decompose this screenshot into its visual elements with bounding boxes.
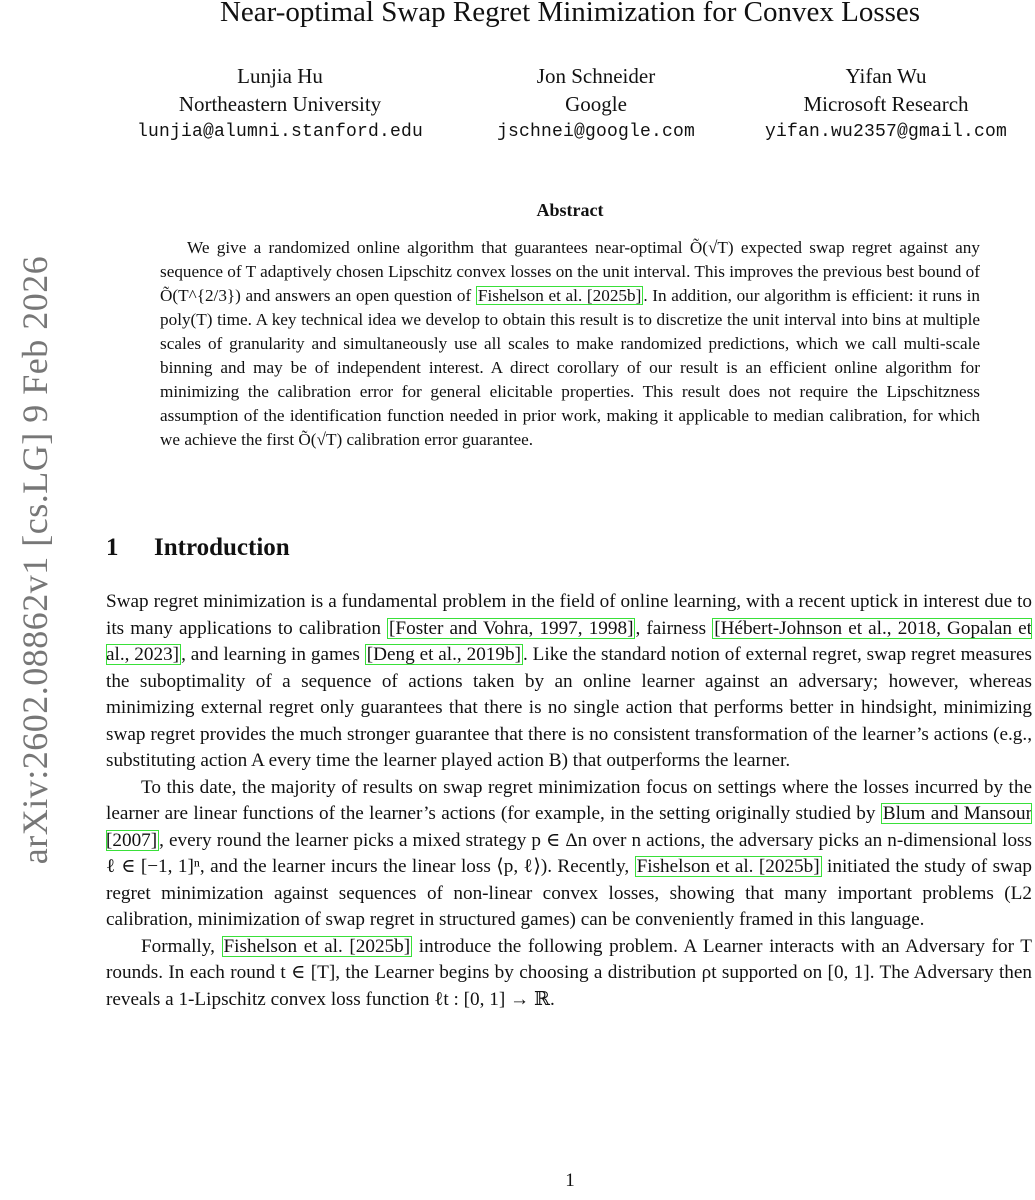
- citation-link[interactable]: [Foster and Vohra, 1997, 1998]: [389, 617, 634, 639]
- author-name: Jon Schneider: [536, 64, 656, 88]
- text-run: , fairness: [635, 617, 713, 639]
- text-run: To this date, the majority of results on swap regret minimization focus on settings where the losses incurred by the learner are linear functions of the learner’s actions (for example, in the setting originally studied by: [106, 776, 1032, 824]
- citation-link[interactable]: Fishelson et al. [2025b]: [636, 856, 820, 877]
- author-email[interactable]: lunjia@alumni.stanford.edu: [136, 122, 424, 142]
- text-run: , every round the learner picks a mixed strategy p ∈ Δn over n actions, the adversary picks an n-dimensional loss ℓ ∈ [−1, 1]ⁿ, and the learner incurs the linear loss ⟨p, ℓ⟩). Recently,: [106, 829, 1032, 877]
- author-email[interactable]: yifan.wu2357@gmail.com: [764, 122, 1008, 142]
- text-run: . Like the standard notion of external regret, swap regret measures the suboptimality of a sequence of actions taken by an online learner against an adversary; however, whereas minimizing external regret only guarantees that there is no single action that performs better in hindsight, minimizing swap regret provides the much stronger guarantee that there is no consistent transformation of the learner’s actions (e.g., substituting action A every time the learner played action B) that outperforms the learner.: [106, 644, 1032, 771]
- abstract-heading: Abstract: [536, 200, 604, 220]
- paragraph: [106, 934, 1032, 1014]
- citation-link[interactable]: Blum and Mansour [2007]: [106, 803, 1032, 851]
- author-name: Lunjia Hu: [237, 64, 323, 88]
- paper-title: Near-optimal Swap Regret Minimization for Convex Losses: [219, 0, 921, 28]
- paragraph: [106, 589, 1032, 775]
- section-heading: [106, 534, 290, 562]
- author-affiliation: Northeastern University: [178, 92, 382, 116]
- abstract-text: [160, 236, 980, 452]
- text-run: Swap regret minimization is a fundamental problem in the field of online learning, with a recent uptick in interest due to its many applications to calibration: [106, 591, 1032, 639]
- abstract-sentence: . In addition, our algorithm is efficient: it runs in poly(T) time. A key technical idea we develop to obtain this result is to discretize the unit interval into bins at multiple scales of granularity and simultaneously use all scales to make randomized predictions, which we call multi-scale binning and may be of independent interest. A direct corollary of our result is an efficient online algorithm for minimizing the calibration error for general elicitable properties. This result does not require the Lipschitzness assumption of the identification function needed in prior work, making it applicable to median calibration, for which we achieve the first Õ(√T) calibration error guarantee.: [160, 286, 981, 449]
- author-affiliation: Microsoft Research: [803, 92, 969, 116]
- section-title: Introduction: [154, 534, 290, 561]
- text-run: Formally,: [141, 935, 222, 957]
- introduction-body: [106, 589, 1032, 1013]
- paragraph: [106, 775, 1032, 934]
- author-block-2: [466, 62, 726, 146]
- page-number: 1: [565, 1170, 575, 1191]
- citation-link[interactable]: Fishelson et al. [2025b]: [477, 286, 642, 305]
- author-email[interactable]: jschnei@google.com: [496, 122, 696, 142]
- author-block-3: [746, 62, 1026, 146]
- citation-link[interactable]: [Deng et al., 2019b]: [366, 644, 521, 665]
- text-run: introduce the following problem. A Learner interacts with an Adversary for T rounds. In each round t ∈ [T], the Learner begins by choosing a distribution ρt supported on [0, 1]. The Adversary then reveals a 1-Lipschitz convex loss function ℓt : [0, 1] → ℝ.: [106, 935, 1032, 1010]
- citation-link[interactable]: [Hébert-Johnson et al., 2018, Gopalan et al., 2023]: [106, 617, 1032, 665]
- text-run: initiated the study of swap regret minimization against sequences of non-linear convex losses, showing that many important problems (L2 calibration, minimization of swap regret in structured games) can be conveniently framed in this language.: [106, 856, 1032, 930]
- arxiv-identifier: arXiv:2602.08862v1 [cs.LG] 9 Feb 2026: [15, 255, 55, 865]
- abstract-sentence: We give a randomized online algorithm that guarantees near-optimal Õ(√T) expected swap regret against any sequence of T adaptively chosen Lipschitz convex losses on the unit interval. This improves the previous best bound of Õ(T^{2/3}) and answers an open question of: [160, 238, 980, 305]
- author-name: Yifan Wu: [845, 64, 927, 88]
- author-affiliation: Google: [565, 92, 627, 116]
- author-block-1: [120, 62, 440, 146]
- citation-link[interactable]: Fishelson et al. [2025b]: [223, 935, 411, 957]
- section-number: 1: [106, 534, 119, 561]
- text-run: , and learning in games: [181, 644, 365, 665]
